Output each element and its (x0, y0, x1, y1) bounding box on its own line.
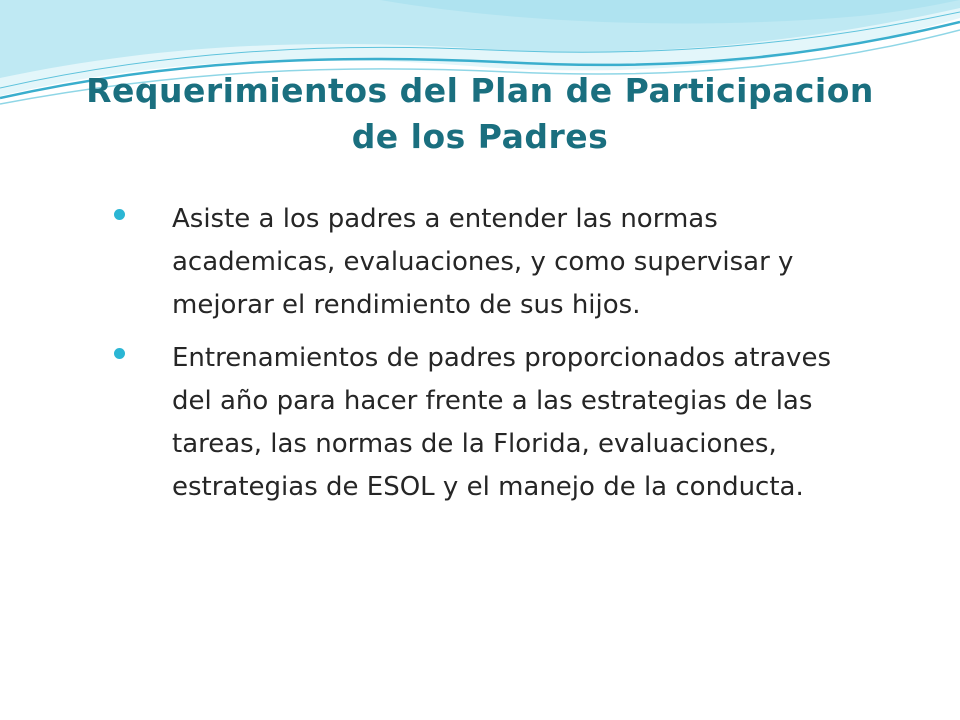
title-line-1: Requerimientos del Plan de Participacion (86, 71, 874, 110)
bullet-marker-icon (114, 348, 125, 359)
bullet-text: Asiste a los padres a entender las normas academicas, evaluaciones, y como supervisar y mejorar el rendimiento de sus hijos. (172, 204, 794, 320)
title-line-2: de los Padres (351, 117, 609, 156)
bullet-list (114, 198, 854, 519)
slide-title (40, 68, 920, 160)
bullet-text: Entrenamientos de padres proporcionados atraves del año para hacer frente a las estrategias de las tareas, las normas de la Florida, evaluaciones, estrategias de ESOL y el manejo de la conducta. (172, 343, 831, 502)
bullet-item (114, 337, 854, 509)
bullet-marker-icon (114, 209, 125, 220)
bullet-item (114, 198, 854, 327)
